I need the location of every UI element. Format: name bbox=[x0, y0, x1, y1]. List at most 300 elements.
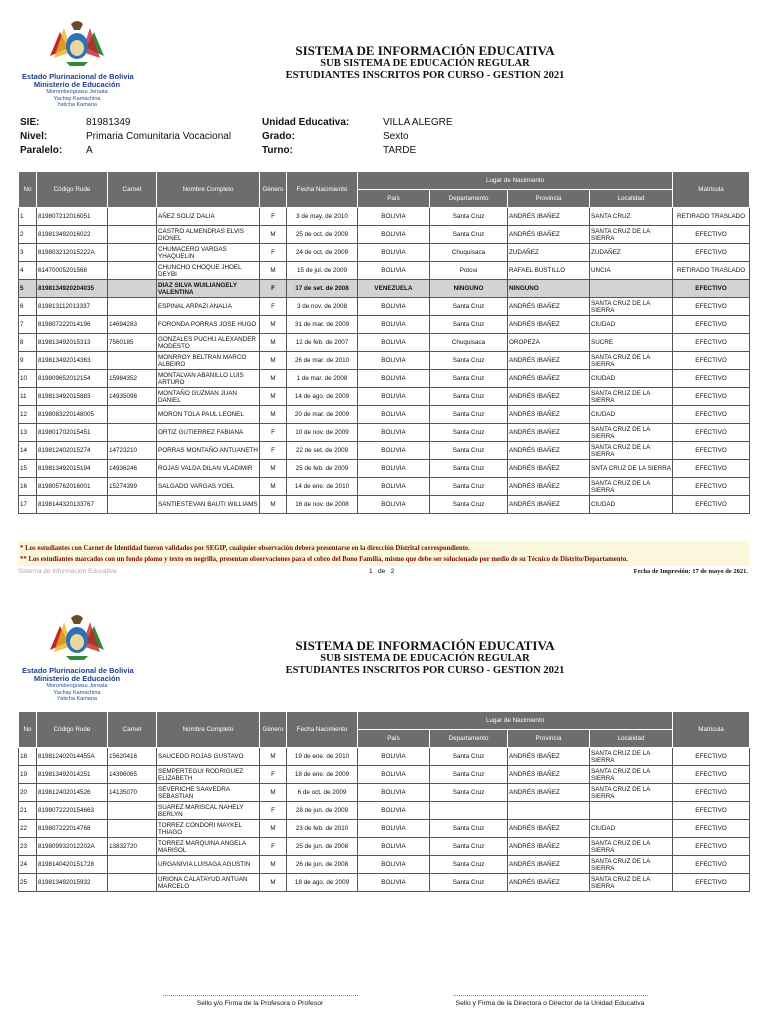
cell-student-name: URGANIVIA LUISAGA AGUSTIN bbox=[157, 856, 260, 874]
paralelo-label: Paralelo: bbox=[20, 145, 63, 156]
cell-birth-date: 3 de nov. de 2008 bbox=[287, 298, 358, 316]
nivel-label: Nivel: bbox=[20, 131, 48, 142]
cell-locality: CIUDAD bbox=[590, 820, 673, 838]
cell-province: ANDRÉS IBAÑEZ bbox=[508, 496, 590, 514]
cell-gender: M bbox=[260, 748, 287, 766]
col-header-localidad: Localidad bbox=[590, 730, 673, 748]
cell-birth-date: 1 de mar. de 2008 bbox=[287, 370, 358, 388]
cell-country: BOLIVIA bbox=[358, 802, 430, 820]
cell-locality bbox=[590, 802, 673, 820]
logo-motto-3: Yaticha Kamana bbox=[57, 696, 97, 702]
cell-province: ANDRÉS IBAÑEZ bbox=[508, 406, 590, 424]
col-header-nombre: Nombre Completo bbox=[157, 712, 260, 748]
cell-carnet: 14935098 bbox=[108, 388, 157, 406]
page-current: 1 bbox=[369, 568, 373, 575]
cell-row-number: 23 bbox=[19, 838, 37, 856]
cell-student-name: MONRROY BELTRAN MARCO ALBEIRO bbox=[157, 352, 260, 370]
cell-carnet: 13832720 bbox=[108, 838, 157, 856]
cell-province: ANDRÉS IBAÑEZ bbox=[508, 748, 590, 766]
cell-enrollment-status: EFECTIVO bbox=[673, 460, 750, 478]
cell-row-number: 17 bbox=[19, 496, 37, 514]
signature-line bbox=[163, 995, 358, 996]
cell-carnet bbox=[108, 406, 157, 424]
cell-department: Santa Cruz bbox=[430, 406, 508, 424]
table-row bbox=[19, 316, 750, 334]
col-header-lugar: Lugar de Nacimiento bbox=[358, 172, 673, 190]
cell-department: Santa Cruz bbox=[430, 838, 508, 856]
cell-locality bbox=[590, 280, 673, 298]
cell-birth-date: 19 de ene. de 2010 bbox=[287, 748, 358, 766]
cell-row-number: 1 bbox=[19, 208, 37, 226]
cell-row-number: 14 bbox=[19, 442, 37, 460]
cell-country: BOLIVIA bbox=[358, 478, 430, 496]
cell-locality: SANTA CRUZ DE LA SIERRA bbox=[590, 478, 673, 496]
cell-locality: ZUDAÑEZ bbox=[590, 244, 673, 262]
cell-department: Santa Cruz bbox=[430, 226, 508, 244]
cell-carnet bbox=[108, 856, 157, 874]
cell-carnet bbox=[108, 208, 157, 226]
unidad-label: Unidad Educativa: bbox=[262, 117, 350, 128]
signature-director-label: Sello y Firma de la Directora o Director de la Unidad Educativa bbox=[455, 1000, 645, 1007]
cell-enrollment-status: EFECTIVO bbox=[673, 424, 750, 442]
table-row bbox=[19, 784, 750, 802]
cell-gender: F bbox=[260, 802, 287, 820]
cell-carnet bbox=[108, 280, 157, 298]
cell-enrollment-status: RETIRADO TRASLADO bbox=[673, 208, 750, 226]
table-row bbox=[19, 406, 750, 424]
cell-province bbox=[508, 802, 590, 820]
cell-locality: CIUDAD bbox=[590, 316, 673, 334]
cell-birth-date: 25 de feb. de 2009 bbox=[287, 460, 358, 478]
report-title: ESTUDIANTES INSCRITOS POR CURSO - GESTION 2021 bbox=[285, 70, 565, 81]
cell-student-name: MONTAÑO GUZMAN JUAN DANIEL bbox=[157, 388, 260, 406]
cell-rude-code: 819809932012202A bbox=[37, 838, 108, 856]
system-title: SISTEMA DE INFORMACIÓN EDUCATIVA bbox=[295, 638, 555, 653]
cell-row-number: 25 bbox=[19, 874, 37, 892]
cell-student-name: MONTALVAN ABANILLO LUIS ARTURO bbox=[157, 370, 260, 388]
cell-gender: F bbox=[260, 208, 287, 226]
cell-province: ANDRÉS IBAÑEZ bbox=[508, 424, 590, 442]
cell-student-name: PORRAS MONTAÑO ANTUANETH bbox=[157, 442, 260, 460]
cell-gender: F bbox=[260, 424, 287, 442]
cell-country: BOLIVIA bbox=[358, 370, 430, 388]
col-header-pais: País bbox=[358, 730, 430, 748]
ministry-logo-page-2 bbox=[22, 612, 132, 703]
cell-birth-date: 25 de jun. de 2008 bbox=[287, 838, 358, 856]
col-header-no: No bbox=[19, 172, 37, 208]
cell-country: BOLIVIA bbox=[358, 298, 430, 316]
cell-carnet bbox=[108, 820, 157, 838]
cell-rude-code: 819813492015194 bbox=[37, 460, 108, 478]
cell-enrollment-status: EFECTIVO bbox=[673, 280, 750, 298]
cell-student-name: CHUMACERO VARGAS YHAQUELIN bbox=[157, 244, 260, 262]
cell-row-number: 5 bbox=[19, 280, 37, 298]
logo-motto-2: Yachay Kamachina bbox=[53, 95, 101, 102]
cell-gender: F bbox=[260, 280, 287, 298]
cell-country: BOLIVIA bbox=[358, 226, 430, 244]
logo-motto-1: Morombeoguasu Jeroata bbox=[46, 683, 108, 689]
cell-row-number: 22 bbox=[19, 820, 37, 838]
cell-province: RAFAEL BUSTILLO bbox=[508, 262, 590, 280]
cell-country: BOLIVIA bbox=[358, 406, 430, 424]
cell-gender: M bbox=[260, 856, 287, 874]
logo-motto-1: Morombeoguasu Jeroata bbox=[46, 89, 108, 95]
cell-rude-code: 819813492016022 bbox=[37, 226, 108, 244]
logo-state-name: Estado Plurinacional de Bolivia bbox=[22, 72, 134, 81]
cell-carnet bbox=[108, 226, 157, 244]
cell-country: VENEZUELA bbox=[358, 280, 430, 298]
page-de: de bbox=[378, 568, 386, 575]
cell-country: BOLIVIA bbox=[358, 766, 430, 784]
cell-province: ANDRÉS IBAÑEZ bbox=[508, 316, 590, 334]
col-header-genero: Género bbox=[260, 172, 287, 208]
cell-student-name: ESPINAL ARPAZI ANALIA bbox=[157, 298, 260, 316]
cell-gender: M bbox=[260, 262, 287, 280]
cell-province: NINGUNO bbox=[508, 280, 590, 298]
cell-student-name: SEVERICHE SAAVEDRA SEBASTIAN bbox=[157, 784, 260, 802]
cell-rude-code: 819805762016001 bbox=[37, 478, 108, 496]
cell-carnet bbox=[108, 244, 157, 262]
cell-province: ANDRÉS IBAÑEZ bbox=[508, 388, 590, 406]
cell-enrollment-status: EFECTIVO bbox=[673, 244, 750, 262]
cell-enrollment-status: EFECTIVO bbox=[673, 496, 750, 514]
cell-country: BOLIVIA bbox=[358, 352, 430, 370]
cell-gender: M bbox=[260, 496, 287, 514]
table-row bbox=[19, 298, 750, 316]
cell-department: Santa Cruz bbox=[430, 298, 508, 316]
cell-birth-date: 3 de may. de 2010 bbox=[287, 208, 358, 226]
col-header-lugar: Lugar de Nacimiento bbox=[358, 712, 673, 730]
table-row bbox=[19, 874, 750, 892]
cell-rude-code: 819813492014363 bbox=[37, 352, 108, 370]
cell-row-number: 13 bbox=[19, 424, 37, 442]
cell-carnet: 14694283 bbox=[108, 316, 157, 334]
page-indicator bbox=[369, 568, 394, 575]
cell-row-number: 20 bbox=[19, 784, 37, 802]
cell-row-number: 10 bbox=[19, 370, 37, 388]
cell-birth-date: 20 de mar. de 2009 bbox=[287, 406, 358, 424]
cell-locality: SANTA CRUZ DE LA SIERRA bbox=[590, 766, 673, 784]
cell-department: Chuquisaca bbox=[430, 244, 508, 262]
cell-birth-date: 22 de set. de 2009 bbox=[287, 442, 358, 460]
cell-carnet: 7560185 bbox=[108, 334, 157, 352]
col-header-provincia: Provincia bbox=[508, 730, 590, 748]
cell-enrollment-status: EFECTIVO bbox=[673, 856, 750, 874]
cell-department: Santa Cruz bbox=[430, 424, 508, 442]
table-row bbox=[19, 424, 750, 442]
cell-department: Santa Cruz bbox=[430, 784, 508, 802]
cell-enrollment-status: EFECTIVO bbox=[673, 316, 750, 334]
cell-row-number: 16 bbox=[19, 478, 37, 496]
cell-rude-code: 819801702015451 bbox=[37, 424, 108, 442]
cell-department: Santa Cruz bbox=[430, 388, 508, 406]
report-title-block-page-2 bbox=[190, 638, 660, 677]
cell-row-number: 15 bbox=[19, 460, 37, 478]
cell-enrollment-status: EFECTIVO bbox=[673, 766, 750, 784]
cell-rude-code: 61470005201568 bbox=[37, 262, 108, 280]
cell-rude-code: 819809652012154 bbox=[37, 370, 108, 388]
cell-carnet bbox=[108, 298, 157, 316]
cell-birth-date: 23 de feb. de 2010 bbox=[287, 820, 358, 838]
cell-country: BOLIVIA bbox=[358, 496, 430, 514]
cell-student-name: FORONDA PORRAS JOSE HUGO bbox=[157, 316, 260, 334]
cell-province: ANDRÉS IBAÑEZ bbox=[508, 838, 590, 856]
table-row bbox=[19, 442, 750, 460]
cell-row-number: 8 bbox=[19, 334, 37, 352]
cell-carnet: 15984352 bbox=[108, 370, 157, 388]
students-table-page-1 bbox=[18, 171, 750, 514]
cell-department: Santa Cruz bbox=[430, 820, 508, 838]
report-title: ESTUDIANTES INSCRITOS POR CURSO - GESTION 2021 bbox=[285, 665, 565, 676]
col-header-depto: Departamento bbox=[430, 190, 508, 208]
cell-rude-code: 819807222014768 bbox=[37, 820, 108, 838]
table-row bbox=[19, 226, 750, 244]
logo-motto-3: Yaticha Kamana bbox=[57, 102, 97, 108]
cell-province: ZUDAÑEZ bbox=[508, 244, 590, 262]
cell-birth-date: 10 de nov. de 2009 bbox=[287, 424, 358, 442]
cell-locality: CIUDAD bbox=[590, 370, 673, 388]
table-row bbox=[19, 820, 750, 838]
cell-country: BOLIVIA bbox=[358, 748, 430, 766]
cell-country: BOLIVIA bbox=[358, 820, 430, 838]
cell-enrollment-status: EFECTIVO bbox=[673, 478, 750, 496]
cell-birth-date: 18 de ene. de 2009 bbox=[287, 766, 358, 784]
cell-student-name: SANTIESTEVAN BAUTI WILLIAMS bbox=[157, 496, 260, 514]
cell-carnet: 14396065 bbox=[108, 766, 157, 784]
sie-label: SIE: bbox=[20, 117, 40, 128]
cell-gender: F bbox=[260, 244, 287, 262]
cell-birth-date: 17 de set. de 2008 bbox=[287, 280, 358, 298]
cell-enrollment-status: EFECTIVO bbox=[673, 388, 750, 406]
cell-row-number: 24 bbox=[19, 856, 37, 874]
cell-carnet bbox=[108, 352, 157, 370]
students-table-page-2 bbox=[18, 711, 750, 892]
cell-province: ANDRÉS IBAÑEZ bbox=[508, 370, 590, 388]
signature-teacher bbox=[130, 995, 390, 1007]
cell-province: ANDRÉS IBAÑEZ bbox=[508, 460, 590, 478]
cell-locality: SNTA CRUZ DE LA SIERRA bbox=[590, 460, 673, 478]
cell-rude-code: 819814042015172​8 bbox=[37, 856, 108, 874]
cell-locality: SANTA CRUZ DE LA SIERRA bbox=[590, 838, 673, 856]
cell-rude-code: 819812402015274 bbox=[37, 442, 108, 460]
cell-rude-code: 819812402014526 bbox=[37, 784, 108, 802]
cell-student-name: SAUCEDO ROJAS GUSTAVO bbox=[157, 748, 260, 766]
logo-motto-2: Yachay Kamachina bbox=[53, 689, 101, 696]
cell-carnet: 14936246 bbox=[108, 460, 157, 478]
cell-row-number: 21 bbox=[19, 802, 37, 820]
cell-rude-code: 819813492015932 bbox=[37, 874, 108, 892]
unidad-value: VILLA ALEGRE bbox=[383, 117, 453, 128]
cell-rude-code: 819813492014251 bbox=[37, 766, 108, 784]
cell-locality: SUCRE bbox=[590, 334, 673, 352]
grado-label: Grado: bbox=[262, 131, 295, 142]
cell-row-number: 6 bbox=[19, 298, 37, 316]
cell-birth-date: 15 de jul. de 2009 bbox=[287, 262, 358, 280]
table-row bbox=[19, 496, 750, 514]
cell-row-number: 12 bbox=[19, 406, 37, 424]
cell-country: BOLIVIA bbox=[358, 262, 430, 280]
cell-enrollment-status: RETIRADO TRASLADO bbox=[673, 262, 750, 280]
cell-row-number: 7 bbox=[19, 316, 37, 334]
cell-rude-code: 8198134920204035 bbox=[37, 280, 108, 298]
cell-rude-code: 819813112013337 bbox=[37, 298, 108, 316]
table-row bbox=[19, 748, 750, 766]
cell-gender: M bbox=[260, 388, 287, 406]
cell-locality: SANTA CRUZ DE LA SIERRA bbox=[590, 784, 673, 802]
cell-enrollment-status: EFECTIVO bbox=[673, 820, 750, 838]
cell-locality: SANTA CRUZ DE LA SIERRA bbox=[590, 298, 673, 316]
cell-country: BOLIVIA bbox=[358, 316, 430, 334]
cell-rude-code: 819812402014455A bbox=[37, 748, 108, 766]
cell-province: ANDRÉS IBAÑEZ bbox=[508, 208, 590, 226]
cell-student-name: DIAZ SILVA WUILIANGELY VALENTINA bbox=[157, 280, 260, 298]
cell-department: Santa Cruz bbox=[430, 316, 508, 334]
cell-country: BOLIVIA bbox=[358, 442, 430, 460]
cell-birth-date: 25 de oct. de 2009 bbox=[287, 226, 358, 244]
system-title: SISTEMA DE INFORMACIÓN EDUCATIVA bbox=[295, 43, 555, 58]
cell-locality: SANTA CRUZ DE LA SIERRA bbox=[590, 856, 673, 874]
cell-carnet: 14723210 bbox=[108, 442, 157, 460]
cell-gender: F bbox=[260, 442, 287, 460]
cell-row-number: 9 bbox=[19, 352, 37, 370]
cell-row-number: 2 bbox=[19, 226, 37, 244]
cell-department: Santa Cruz bbox=[430, 856, 508, 874]
cell-province: ANDRÉS IBAÑEZ bbox=[508, 874, 590, 892]
cell-enrollment-status: EFECTIVO bbox=[673, 370, 750, 388]
table-row bbox=[19, 352, 750, 370]
cell-locality: SANTA CRUZ DE LA SIERRA bbox=[590, 424, 673, 442]
cell-birth-date: 18 de ago. de 2009 bbox=[287, 874, 358, 892]
cell-carnet bbox=[108, 262, 157, 280]
cell-locality: UNCIA bbox=[590, 262, 673, 280]
bolivia-coat-of-arms-icon bbox=[42, 18, 112, 68]
cell-row-number: 11 bbox=[19, 388, 37, 406]
cell-carnet: 15620416 bbox=[108, 748, 157, 766]
cell-rude-code: 819814432013376​7 bbox=[37, 496, 108, 514]
cell-student-name: ORTIZ GUTIERREZ FABIANA bbox=[157, 424, 260, 442]
cell-birth-date: 31 de mar. de 2009 bbox=[287, 316, 358, 334]
cell-student-name: MORON TOLA PAUL LEONEL bbox=[157, 406, 260, 424]
cell-enrollment-status: EFECTIVO bbox=[673, 874, 750, 892]
table-row bbox=[19, 838, 750, 856]
cell-locality: SANTA CRUZ DE LA SIERRA bbox=[590, 226, 673, 244]
cell-student-name: URIONA CALATAYUD ANTUAN MARCELO bbox=[157, 874, 260, 892]
cell-department: Santa Cruz bbox=[430, 442, 508, 460]
cell-country: BOLIVIA bbox=[358, 784, 430, 802]
cell-enrollment-status: EFECTIVO bbox=[673, 784, 750, 802]
cell-gender: F bbox=[260, 766, 287, 784]
cell-department: Potosi bbox=[430, 262, 508, 280]
cell-gender: M bbox=[260, 478, 287, 496]
cell-department: Santa Cruz bbox=[430, 208, 508, 226]
cell-locality: SANTA CRUZ DE LA SIERRA bbox=[590, 874, 673, 892]
cell-locality: SANTA CRUZ DE LA SIERRA bbox=[590, 442, 673, 460]
cell-birth-date: 6 de oct. de 2009 bbox=[287, 784, 358, 802]
cell-row-number: 4 bbox=[19, 262, 37, 280]
cell-student-name: TORREZ MARQUINA ANGELA MARISOL bbox=[157, 838, 260, 856]
cell-department: Santa Cruz bbox=[430, 496, 508, 514]
cell-gender: M bbox=[260, 460, 287, 478]
col-header-carnet: Carnet bbox=[108, 712, 157, 748]
cell-carnet bbox=[108, 874, 157, 892]
col-header-genero: Género bbox=[260, 712, 287, 748]
logo-ministry-name: Ministerio de Educación bbox=[33, 674, 121, 683]
cell-gender: F bbox=[260, 838, 287, 856]
col-header-provincia: Provincia bbox=[508, 190, 590, 208]
cell-province: ANDRÉS IBAÑEZ bbox=[508, 226, 590, 244]
col-header-matricula: Matricula bbox=[673, 712, 750, 748]
cell-department: Santa Cruz bbox=[430, 478, 508, 496]
table-row bbox=[19, 244, 750, 262]
cell-locality: CIUDAD bbox=[590, 496, 673, 514]
cell-country: BOLIVIA bbox=[358, 424, 430, 442]
cell-student-name: GONZALES PUCHU ALEXANDER MODESTO bbox=[157, 334, 260, 352]
cell-gender: F bbox=[260, 298, 287, 316]
cell-birth-date: 26 de mar. de 2010 bbox=[287, 352, 358, 370]
cell-locality: CIUDAD bbox=[590, 406, 673, 424]
cell-department: NINGUNO bbox=[430, 280, 508, 298]
cell-rude-code: 819807222015466​3 bbox=[37, 802, 108, 820]
cell-gender: M bbox=[260, 784, 287, 802]
cell-locality: SANTA CRUZ DE LA SIERRA bbox=[590, 388, 673, 406]
cell-department: Santa Cruz bbox=[430, 766, 508, 784]
cell-department: Santa Cruz bbox=[430, 370, 508, 388]
signature-teacher-label: Sello y/o Firma de la Profesora o Profesor bbox=[196, 1000, 324, 1007]
cell-department: Santa Cruz bbox=[430, 748, 508, 766]
cell-province: ANDRÉS IBAÑEZ bbox=[508, 298, 590, 316]
cell-rude-code: 819813492015313 bbox=[37, 334, 108, 352]
table-row bbox=[19, 478, 750, 496]
table-row bbox=[19, 388, 750, 406]
col-header-no: No bbox=[19, 712, 37, 748]
cell-department: Chuquisaca bbox=[430, 334, 508, 352]
cell-gender: M bbox=[260, 820, 287, 838]
cell-province: ANDRÉS IBAÑEZ bbox=[508, 856, 590, 874]
table-row bbox=[19, 334, 750, 352]
signature-director bbox=[400, 995, 700, 1007]
cell-country: BOLIVIA bbox=[358, 460, 430, 478]
table-row bbox=[19, 370, 750, 388]
col-header-rude: Código Rude bbox=[37, 712, 108, 748]
cell-enrollment-status: EFECTIVO bbox=[673, 406, 750, 424]
cell-birth-date: 26 de jun. de 2008 bbox=[287, 856, 358, 874]
col-header-nombre: Nombre Completo bbox=[157, 172, 260, 208]
cell-student-name: SEMPERTEGUI RODRIGUEZ ELIZABETH bbox=[157, 766, 260, 784]
table-row bbox=[19, 280, 750, 298]
note-segip: * Los estudiantes con Carnet de Identidad fueron validados por SEGIP, cualquier observación debera presentarse en la dirección Distrital correspondiente. bbox=[20, 545, 470, 552]
cell-department: Santa Cruz bbox=[430, 460, 508, 478]
cell-locality: SANTA CRUZ DE LA SIERRA bbox=[590, 748, 673, 766]
cell-enrollment-status: EFECTIVO bbox=[673, 748, 750, 766]
cell-student-name: SALGADO VARGAS YOEL bbox=[157, 478, 260, 496]
cell-birth-date: 16 de nov. de 2008 bbox=[287, 496, 358, 514]
cell-carnet bbox=[108, 424, 157, 442]
cell-enrollment-status: EFECTIVO bbox=[673, 226, 750, 244]
cell-rude-code: 819808322014800​5 bbox=[37, 406, 108, 424]
cell-student-name: AÑEZ SOLIZ DALIA bbox=[157, 208, 260, 226]
cell-province: ANDRÉS IBAÑEZ bbox=[508, 784, 590, 802]
cell-row-number: 3 bbox=[19, 244, 37, 262]
report-title-block bbox=[190, 43, 660, 82]
subsystem-title: SUB SISTEMA DE EDUCACIÓN REGULAR bbox=[320, 653, 530, 664]
logo-state-name: Estado Plurinacional de Bolivia bbox=[22, 666, 134, 675]
footer-system: Sistema de Información Educativa bbox=[18, 568, 117, 575]
col-header-localidad: Localidad bbox=[590, 190, 673, 208]
turno-label: Turno: bbox=[262, 145, 293, 156]
cell-carnet: 14135070 bbox=[108, 784, 157, 802]
cell-province: ANDRÉS IBAÑEZ bbox=[508, 766, 590, 784]
subsystem-title: SUB SISTEMA DE EDUCACIÓN REGULAR bbox=[320, 58, 530, 69]
